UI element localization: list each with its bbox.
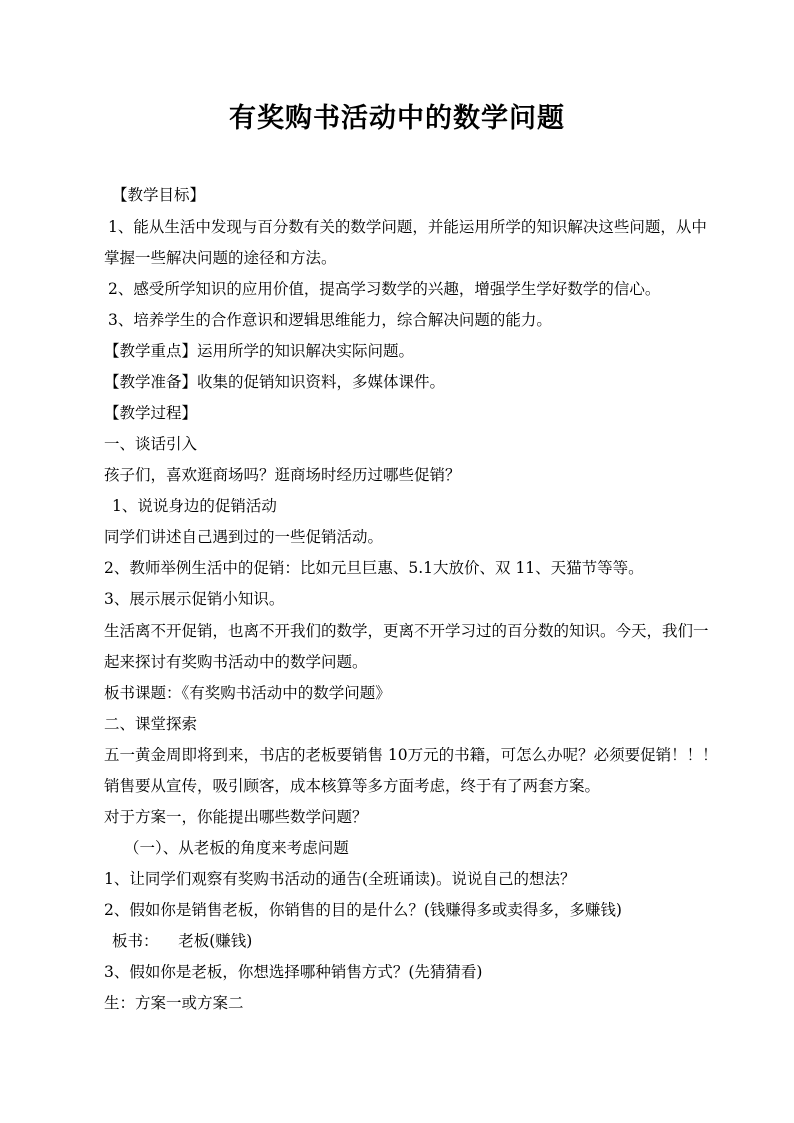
paragraph-line: 生活离不开促销，也离不开我们的数学，更离不开学习过的百分数的知识。今天，我们一 <box>104 622 709 640</box>
paragraph-line: 五一黄金周即将到来，书店的老板要销售 10万元的书籍，可怎么办呢？必须要促销！！！ <box>104 746 718 764</box>
paragraph-line: 1、说说身边的促销活动 <box>112 497 277 515</box>
paragraph-line: 2、感受所学知识的应用价值，提高学习数学的兴趣，增强学生学好数学的信心。 <box>108 280 661 298</box>
paragraph-line: 2、教师举例生活中的促销：比如元旦巨惠、5.1大放价、双 11、天猫节等等。 <box>104 559 644 577</box>
paragraph-line: 起来探讨有奖购书活动中的数学问题。 <box>104 653 368 671</box>
paragraph-line: 2、假如你是销售老板，你销售的目的是什么？(钱赚得多或卖得多，多赚钱) <box>104 901 622 919</box>
subsection-heading: 一、谈话引入 <box>104 435 198 453</box>
section-heading-preparation: 【教学准备】收集的促销知识资料，多媒体课件。 <box>104 373 446 391</box>
paragraph-line: 对于方案一，你能提出哪些数学问题？ <box>104 808 368 826</box>
paragraph-line: 生：方案一或方案二 <box>104 994 244 1012</box>
document-title: 有奖购书活动中的数学问题 <box>229 103 565 134</box>
paragraph-line: 1、让同学们观察有奖购书活动的通告(全班诵读)。说说自己的想法？ <box>104 870 576 888</box>
subsection-heading: （一）、从老板的角度来考虑问题 <box>124 839 349 857</box>
paragraph-line: 1、能从生活中发现与百分数有关的数学问题，并能运用所学的知识解决这些问题，从中 <box>108 218 707 236</box>
section-heading-process: 【教学过程】 <box>104 404 198 422</box>
subsection-heading: 二、课堂探索 <box>104 715 198 733</box>
section-heading-objectives: 【教学目标】 <box>112 186 206 204</box>
paragraph-line: 同学们讲述自己遇到过的一些促销活动。 <box>104 528 384 546</box>
paragraph-line: 孩子们，喜欢逛商场吗？逛商场时经历过哪些促销？ <box>104 466 461 484</box>
paragraph-line: 掌握一些解决问题的途径和方法。 <box>104 249 337 267</box>
paragraph-line: 3、培养学生的合作意识和逻辑思维能力，综合解决问题的能力。 <box>108 311 552 329</box>
paragraph-line: 板书课题：《有奖购书活动中的数学问题》 <box>104 684 391 702</box>
paragraph-line: 板书： 老板(赚钱) <box>112 932 253 950</box>
section-heading-key-points: 【教学重点】运用所学的知识解决实际问题。 <box>104 342 415 360</box>
paragraph-line: 销售要从宣传，吸引顾客，成本核算等多方面考虑，终于有了两套方案。 <box>104 777 601 795</box>
paragraph-line: 3、展示展示促销小知识。 <box>104 590 285 608</box>
paragraph-line: 3、假如你是老板，你想选择哪种销售方式？(先猜猜看) <box>104 963 483 981</box>
